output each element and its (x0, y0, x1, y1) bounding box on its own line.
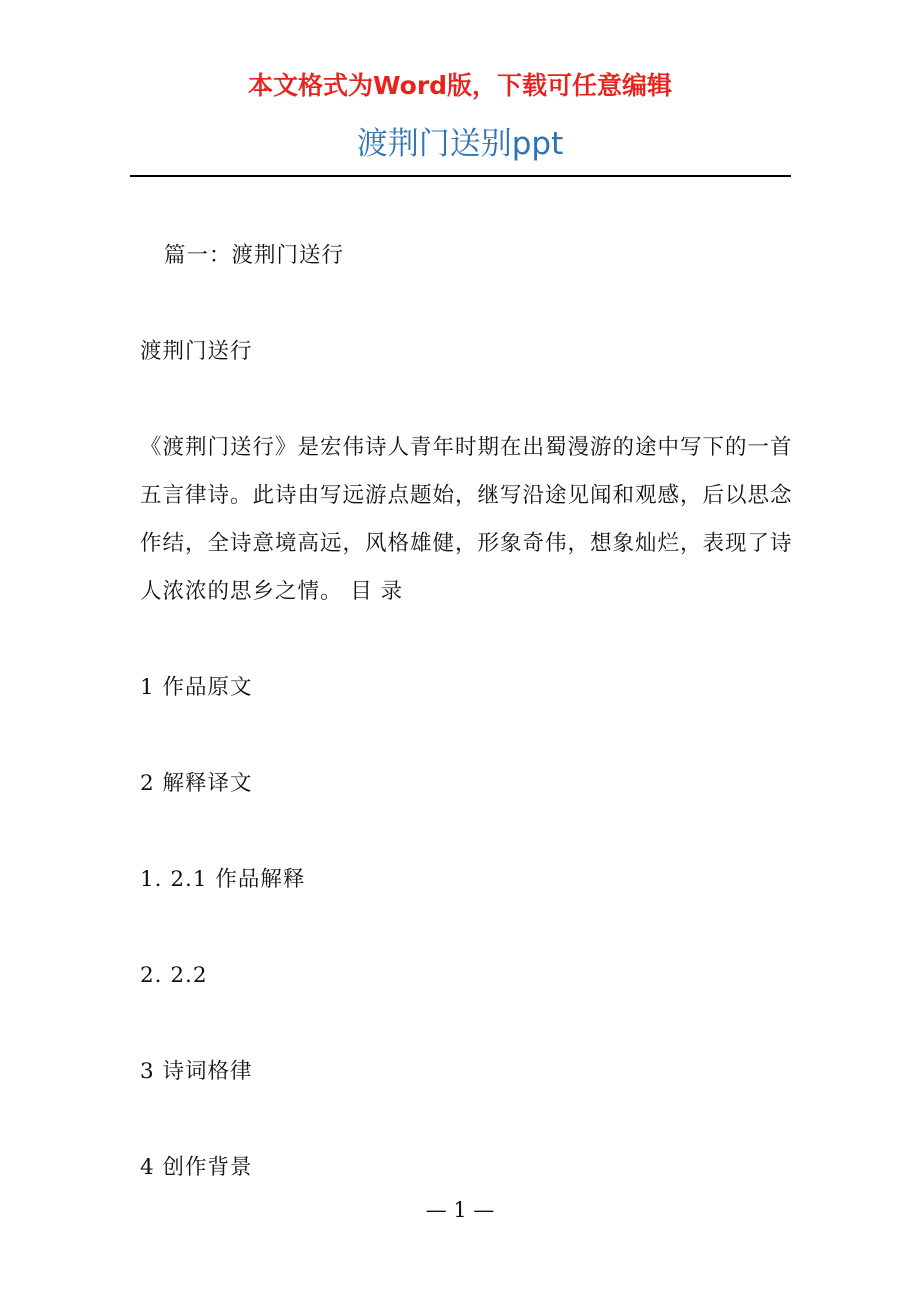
section-subtitle: 渡荆门送行 (140, 339, 253, 364)
document-title: 渡荆门送别ppt (356, 126, 564, 162)
toc-item-3: 3 诗词格律 (140, 1059, 253, 1084)
intro-paragraph: 《渡荆门送行》是宏伟诗人青年时期在出蜀漫游的途中写下的一首五言律诗。此诗由写远游点题始，继写沿途见闻和观感，后以思念作结，全诗意境高远，风格雄健，形象奇伟，想象灿烂，表现了诗人浓浓的思乡之情。 目 录 (140, 435, 793, 604)
page-number: — 1 — (425, 1198, 495, 1222)
toc-item-2-2: 2. 2.2 (140, 963, 208, 988)
header-divider (130, 175, 791, 177)
toc-item-4: 4 创作背景 (140, 1155, 253, 1180)
download-notice-banner: 本文格式为Word版，下载可任意编辑 (247, 71, 673, 100)
toc-item-1: 1 作品原文 (140, 675, 253, 700)
document-body (140, 232, 796, 1192)
section-heading: 篇一：渡荆门送行 (164, 243, 345, 268)
toc-item-2-1: 1. 2.1 作品解释 (140, 867, 306, 892)
toc-item-2: 2 解释译文 (140, 771, 253, 796)
